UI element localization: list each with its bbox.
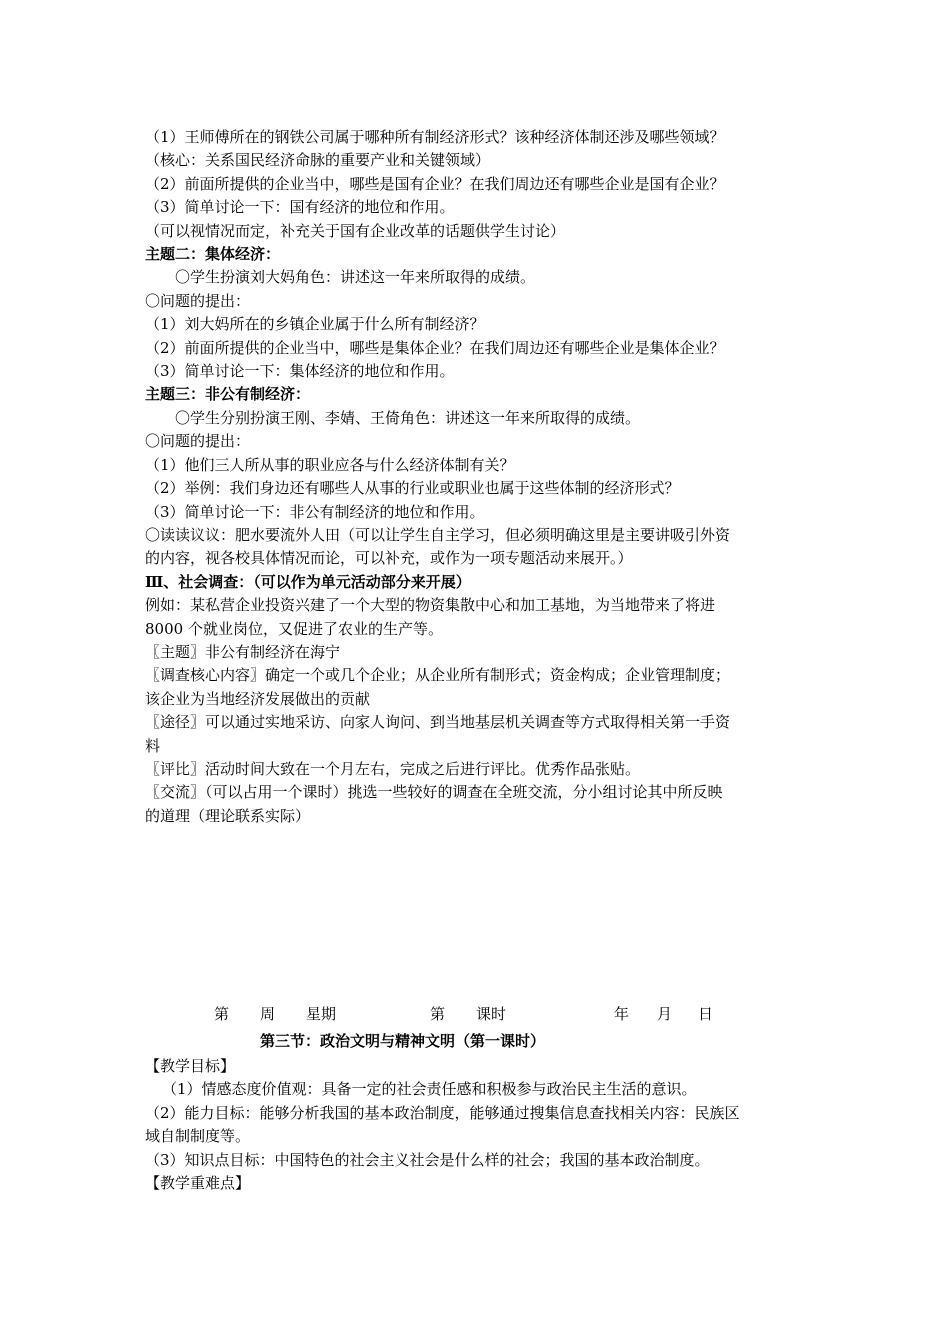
text-line: （核心：关系国民经济命脉的重要产业和关键领域） — [145, 151, 491, 170]
goal-line: 域自制制度等。 — [145, 1127, 251, 1146]
survey-path: 〖途径〗可以通过实地采访、向家人询问、到当地基层机关调查等方式取得相关第一手资 — [145, 713, 731, 732]
topic3-role: 〇学生分别扮演王刚、李婧、王倚角色：讲述这一年来所取得的成绩。 — [175, 408, 641, 427]
goal-line: （1）情感态度价值观：具备一定的社会责任感和积极参与政治民主生活的意识。 — [162, 1080, 697, 1099]
lesson-body — [145, 1055, 815, 1195]
reading-line: 〇读读议议：肥水要流外人田（可以让学生自主学习，但必须明确这里是主要讲吸引外资 — [145, 525, 731, 544]
topic3-question: （1）他们三人所从事的职业应各与什么经济体制有关？ — [145, 455, 515, 474]
survey-eval: 〖评比〗活动时间大致在一个月左右，完成之后进行评比。优秀作品张贴。 — [145, 759, 641, 778]
document-body — [145, 126, 815, 828]
survey-heading: Ⅲ、社会调查：（可以作为单元活动部分来开展） — [145, 572, 471, 591]
survey-core: 〖调查核心内容〗确定一个或几个企业；从企业所有制形式；资金构成；企业管理制度； — [145, 666, 731, 685]
lesson-title: 第三节：政治文明与精神文明（第一课时） — [260, 1032, 546, 1050]
keypoints-heading: 【教学重难点】 — [145, 1174, 251, 1193]
schedule-yue: 月 — [657, 1005, 673, 1023]
schedule-zhou: 周 — [260, 1005, 276, 1023]
topic2-question: （2）前面所提供的企业当中，哪些是集体企业？在我们周边还有哪些企业是集体企业？ — [145, 338, 725, 357]
schedule-xingqi: 星期 — [306, 1005, 337, 1023]
survey-example: 例如：某私营企业投资兴建了一个大型的物资集散中心和加工基地，为当地带来了将进 — [145, 596, 716, 615]
goal-line: （2）能力目标：能够分析我国的基本政治制度，能够通过搜集信息查找相关内容：民族区 — [145, 1103, 740, 1122]
topic2-role: 〇学生扮演刘大妈角色：讲述这一年来所取得的成绩。 — [175, 268, 536, 287]
schedule-keshi: 课时 — [476, 1005, 507, 1023]
topic2-question-intro: 〇问题的提出： — [145, 291, 251, 310]
survey-theme: 〖主题〗非公有制经济在海宁 — [145, 642, 341, 661]
schedule-di: 第 — [214, 1005, 230, 1023]
topic2-question: （3）简单讨论一下：集体经济的地位和作用。 — [145, 362, 455, 381]
schedule-ri: 日 — [698, 1005, 714, 1023]
topic3-question: （3）简单讨论一下：非公有制经济的地位和作用。 — [145, 502, 485, 521]
text-line: （3）简单讨论一下：国有经济的地位和作用。 — [145, 198, 455, 217]
topic2-question: （1）刘大妈所在的乡镇企业属于什么所有制经济？ — [145, 315, 485, 334]
text-line: （1）王师傅所在的钢铁公司属于哪种所有制经济形式？该种经济体制还涉及哪些领域？ — [145, 128, 725, 146]
topic2-heading: 主题二：集体经济： — [145, 245, 281, 264]
text-line: （可以视情况而定，补充关于国有企业改革的话题供学生讨论） — [145, 221, 566, 240]
survey-exchange: 的道理（理论联系实际） — [145, 806, 311, 825]
schedule-nian: 年 — [614, 1005, 630, 1023]
topic3-question: （2）举例：我们身边还有哪些人从事的行业或职业也属于这些体制的经济形式？ — [145, 479, 680, 498]
goal-line: （3）知识点目标：中国特色的社会主义社会是什么样的社会；我国的基本政治制度。 — [145, 1150, 710, 1169]
text-line: （2）前面所提供的企业当中，哪些是国有企业？在我们周边还有哪些企业是国有企业？ — [145, 174, 725, 193]
schedule-di2: 第 — [430, 1005, 446, 1023]
topic3-question-intro: 〇问题的提出： — [145, 432, 251, 451]
survey-path: 料 — [145, 736, 161, 755]
topic3-heading: 主题三：非公有制经济： — [145, 385, 311, 404]
survey-exchange: 〖交流〗（可以占用一个课时）挑选一些较好的调查在全班交流，分小组讨论其中所反映 — [145, 783, 723, 802]
goals-heading: 【教学目标】 — [145, 1057, 236, 1075]
survey-example: 8000 个就业岗位，又促进了农业的生产等。 — [145, 619, 443, 638]
reading-line: 的内容，视各校具体情况而论，可以补充，或作为一项专题活动来展开。） — [145, 549, 633, 568]
survey-core: 该企业为当地经济发展做出的贡献 — [145, 689, 371, 708]
